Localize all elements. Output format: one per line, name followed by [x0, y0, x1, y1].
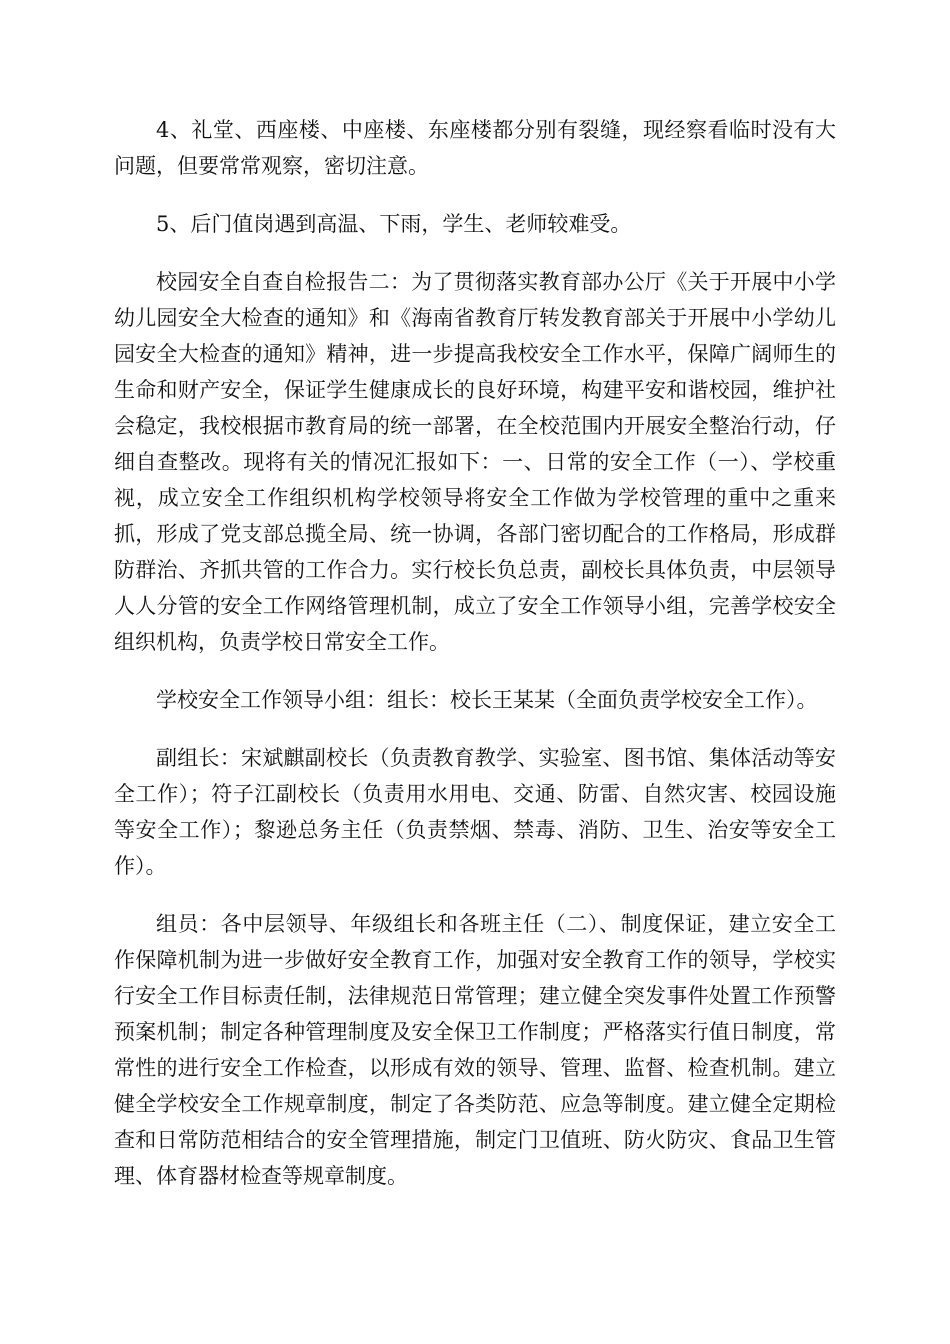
paragraph-item-4: 4、礼堂、西座楼、中座楼、东座楼都分别有裂缝，现经察看临时没有大问题，但要常常观察，密切注意。: [114, 118, 836, 178]
paragraph-members: 组员：各中层领导、年级组长和各班主任（二）、制度保证，建立安全工作保障机制为进一步做好安全教育工作，加强对安全教育工作的领导，学校实行安全工作目标责任制，法律规范日常管理；建立健全突发事件处置工作预警预案机制；制定各种管理制度及安全保卫工作制度；严格落实行值日制度，常常性的进行安全工作检查，以形成有效的领导、管理、监督、检查机制。建立健全学校安全工作规章制度，制定了各类防范、应急等制度。建立健全定期检查和日常防范相结合的安全管理措施，制定门卫值班、防火防灾、食品卫生管理、体育器材检查等规章制度。: [114, 912, 836, 1188]
paragraph-leadership-group: 学校安全工作领导小组：组长：校长王某某（全面负责学校安全工作）。: [156, 688, 818, 712]
paragraph-item-5: 5、后门值岗遇到高温、下雨，学生、老师较难受。: [156, 212, 632, 236]
paragraph-deputy-leaders: 副组长：宋斌麒副校长（负责教育教学、实验室、图书馆、集体活动等安全工作）；符子江副校长（负责用水用电、交通、防雷、自然灾害、校园设施等安全工作）；黎逊总务主任（负责禁烟、禁毒、消防、卫生、治安等安全工作）。: [114, 746, 836, 878]
document-body: [114, 112, 836, 1216]
paragraph-report-two: 校园安全自查自检报告二：为了贯彻落实教育部办公厅《关于开展中小学幼儿园安全大检查的通知》和《海南省教育厅转发教育部关于开展中小学幼儿园安全大检查的通知》精神，进一步提高我校安全工作水平，保障广阔师生的生命和财产安全，保证学生健康成长的良好环境，构建平安和谐校园，维护社会稳定，我校根据市教育局的统一部署，在全校范围内开展安全整治行动，仔细自查整改。现将有关的情况汇报如下：一、日常的安全工作（一）、学校重视，成立安全工作组织机构学校领导将安全工作做为学校管理的重中之重来抓，形成了党支部总揽全局、统一协调，各部门密切配合的工作格局，形成群防群治、齐抓共管的工作合力。实行校长负总责，副校长具体负责，中层领导人人分管的安全工作网络管理机制，成立了安全工作领导小组，完善学校安全组织机构，负责学校日常安全工作。: [114, 270, 836, 654]
